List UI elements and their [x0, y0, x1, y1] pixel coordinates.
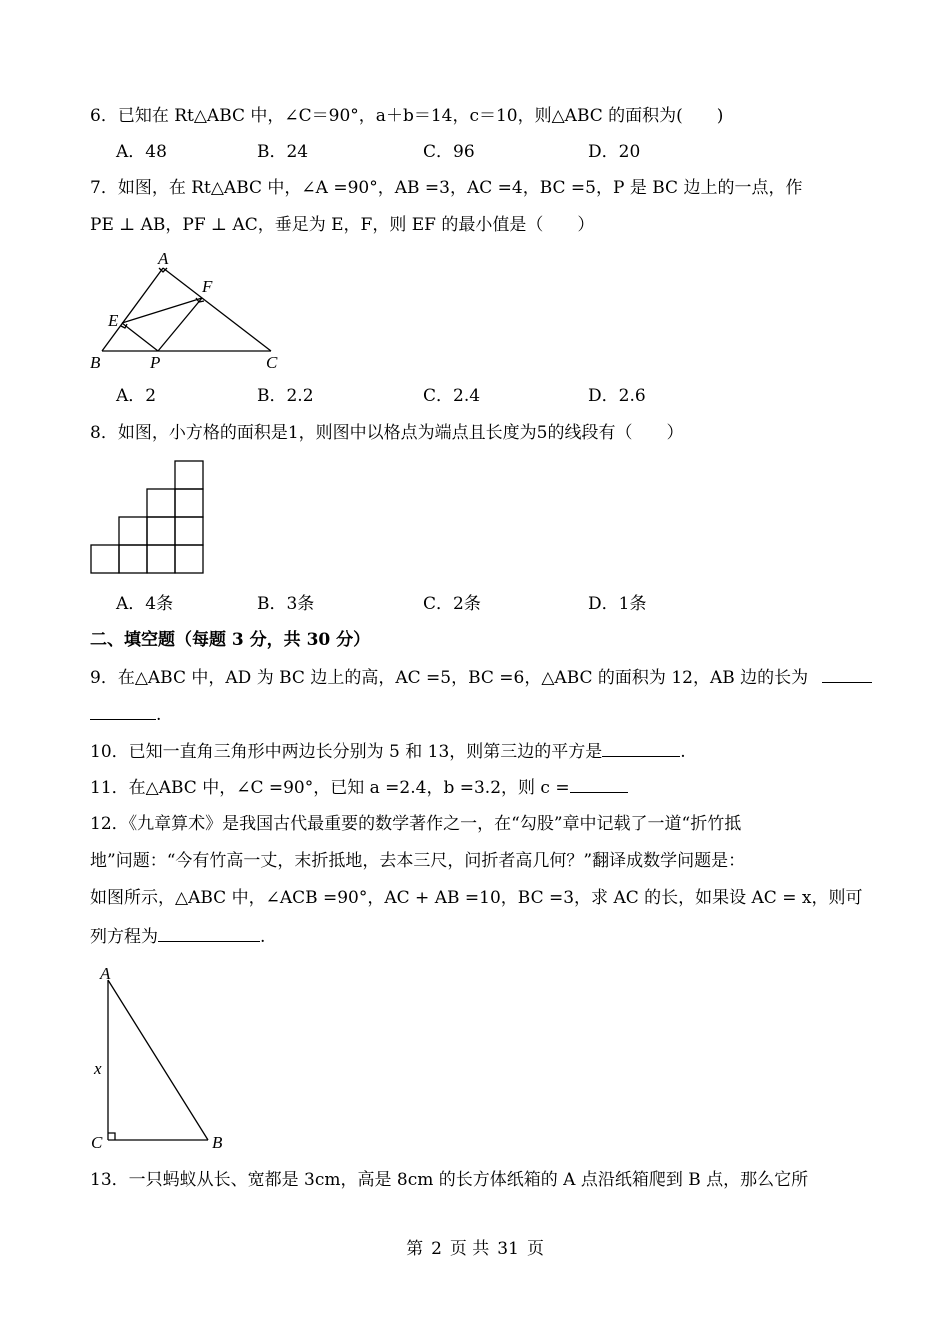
q12-label-x: x [94, 1059, 102, 1078]
q8-option-b: B．3条 [257, 594, 315, 614]
page-footer [0, 1234, 950, 1259]
q6-option-c: C．96 [423, 142, 475, 162]
q11-stem-text: 11．在△ABC 中，∠C =90°，已知 a =2.4，b =3.2，则 c = [90, 778, 570, 798]
q12-answer-blank[interactable] [158, 923, 260, 942]
q7-option-b: B．2.2 [257, 386, 314, 406]
q6-option-a: A．48 [116, 142, 167, 162]
footer-suffix: 页 [526, 1239, 544, 1259]
q8-option-d: D．1条 [588, 594, 647, 614]
q7-option-d: D．2.6 [588, 386, 646, 406]
q9-stem-text: 9．在△ABC 中，AD 为 BC 边上的高，AC =5，BC =6，△ABC 的面积为 12，AB 边的长为 [90, 668, 809, 688]
q8-option-a: A．4条 [116, 594, 174, 614]
q12-end: . [260, 927, 266, 947]
q8-option-c: C．2条 [423, 594, 481, 614]
q9-stem-cont [90, 701, 161, 727]
q7-triangle-figure [88, 248, 288, 373]
q7-option-a: A．2 [116, 386, 157, 406]
q9-stem [90, 664, 872, 690]
footer-mid: 页 共 [449, 1239, 490, 1259]
q6-option-b: B．24 [257, 142, 309, 162]
q6-option-d: D．20 [588, 142, 641, 162]
q11-stem [90, 774, 628, 800]
q7-label-e: E [108, 311, 119, 330]
q7-label-f: F [202, 277, 213, 296]
q7-stem-line2: PE ⊥ AB，PF ⊥ AC，垂足为 E，F，则 EF 的最小值是（ ） [90, 215, 595, 235]
q7-stem-line1: 7．如图，在 Rt△ABC 中，∠A =90°，AB =3，AC =4，BC =5，P 是 BC 边上的一点，作 [90, 178, 803, 198]
q12-label-c: C [91, 1133, 103, 1152]
q12-line4-text: 列方程为 [90, 927, 158, 947]
q10-end: . [680, 742, 686, 762]
footer-page-number: 2 [431, 1239, 442, 1259]
q9-answer-blank-1[interactable] [822, 664, 872, 683]
q9-end: . [156, 705, 162, 725]
footer-total-pages: 31 [497, 1239, 519, 1259]
q12-label-b: B [212, 1133, 223, 1152]
q6-stem: 6．已知在 Rt△ABC 中，∠C＝90°，a＋b＝14，c＝10，则△ABC 的面积为( ) [90, 106, 724, 126]
q11-answer-blank[interactable] [570, 774, 628, 793]
q7-label-a: A [158, 249, 169, 268]
q12-line1: 12．《九章算术》是我国古代最重要的数学著作之一，在“勾股”章中记载了一道“折竹抵 [90, 814, 742, 834]
q12-triangle-figure [88, 960, 238, 1155]
q10-stem [90, 738, 686, 764]
q7-label-c: C [266, 353, 278, 372]
q7-option-c: C．2.4 [423, 386, 481, 406]
q10-stem-text: 10．已知一直角三角形中两边长分别为 5 和 13，则第三边的平方是 [90, 742, 603, 762]
q9-answer-blank-2[interactable] [90, 701, 156, 720]
q13-line1: 13．一只蚂蚁从长、宽都是 3cm，高是 8cm 的长方体纸箱的 A 点沿纸箱爬到 B 点，那么它所 [90, 1170, 809, 1190]
q7-label-b: B [90, 353, 101, 372]
q7-label-p: P [150, 353, 161, 372]
section-2-title: 二、填空题（每题 3 分，共 30 分） [90, 630, 371, 650]
q12-line4 [90, 923, 265, 949]
q8-stem: 8．如图，小方格的面积是1，则图中以格点为端点且长度为5的线段有（ ） [90, 423, 684, 443]
footer-prefix: 第 [406, 1239, 424, 1259]
q10-answer-blank[interactable] [602, 738, 680, 757]
q12-line3: 如图所示，△ABC 中，∠ACB =90°，AC + AB =10，BC =3，求 AC 的长，如果设 AC = x，则可 [90, 888, 863, 908]
q12-label-a: A [100, 964, 111, 983]
q8-grid-figure [88, 458, 206, 576]
q12-line2: 地”问题：“今有竹高一丈，末折抵地，去本三尺，问折者高几何？”翻译成数学问题是： [90, 851, 746, 871]
